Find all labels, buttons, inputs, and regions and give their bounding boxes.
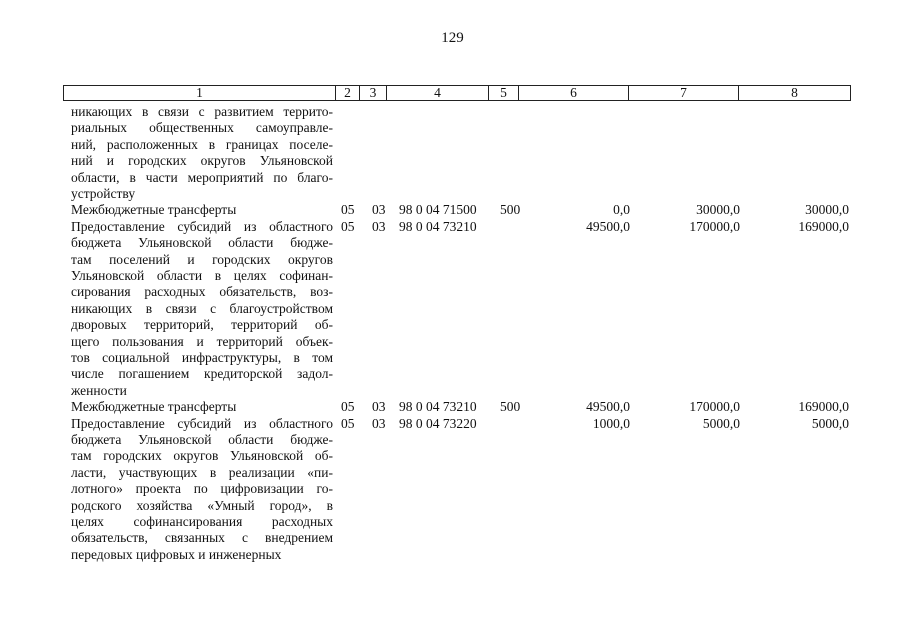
cell-col-4: 98 0 04 73210 [399, 218, 477, 234]
table-row [63, 202, 849, 218]
cell-col-2: 05 [341, 202, 355, 218]
page-number: 129 [441, 30, 464, 46]
header-col-6: 6 [519, 86, 629, 100]
cell-col-4: 98 0 04 73210 [399, 399, 477, 415]
row-description [71, 219, 333, 399]
cell-col-2: 05 [341, 399, 355, 415]
description-line: никающих в связи с благоустройством [71, 300, 333, 316]
description-line: ний, расположенных в границах поселе- [71, 136, 333, 152]
description-line: Ульяновской области в целях софинан- [71, 268, 333, 284]
description-line: целях софинансирования расходных [71, 514, 333, 530]
header-col-4: 4 [387, 86, 489, 100]
cell-col-2: 05 [341, 415, 355, 431]
header-col-2: 2 [336, 86, 360, 100]
description-line: сирования расходных обязательств, воз- [71, 284, 333, 300]
row-description [71, 104, 333, 202]
cell-col-7: 5000,0 [702, 415, 740, 431]
description-line: ласти, участвующих в реализации «пи- [71, 464, 333, 480]
cell-col-7: 30000,0 [696, 202, 740, 218]
description-line: щего пользования и территорий объек- [71, 333, 333, 349]
cell-col-6: 49500,0 [586, 218, 630, 234]
row-description [71, 399, 333, 415]
description-line: Предоставление субсидий из областного [71, 218, 333, 234]
description-line: лотного» проекта по цифровизации го- [71, 481, 333, 497]
description-line: ний и городских округов Ульяновской [71, 153, 333, 169]
cell-col-8: 30000,0 [805, 202, 849, 218]
table-row [63, 416, 849, 564]
description-line: устройству [71, 186, 136, 202]
cell-col-7: 170000,0 [689, 218, 740, 234]
table-row [63, 104, 849, 202]
description-line: числе погашением кредиторской задол- [71, 366, 333, 382]
cell-col-3: 03 [372, 399, 386, 415]
cell-col-5: 500 [500, 202, 521, 218]
description-line: области, в части мероприятий по благо- [71, 169, 333, 185]
table-row [63, 399, 849, 415]
description-line: бюджета Ульяновской области бюдже- [71, 432, 333, 447]
cell-col-6: 1000,0 [592, 415, 630, 431]
header-col-1: 1 [64, 86, 336, 100]
description-line: тов социальной инфраструктуры, в том [71, 350, 333, 366]
cell-col-2: 05 [341, 218, 355, 234]
description-line: дворовых территорий, территорий об- [71, 317, 333, 333]
description-line: женности [71, 382, 127, 398]
header-col-3: 3 [360, 86, 387, 100]
cell-col-4: 98 0 04 73220 [399, 415, 477, 431]
row-description [71, 416, 333, 564]
description-line: родского хозяйства «Умный город», в [71, 497, 333, 513]
description-line: передовых цифровых и инженерных [71, 546, 282, 562]
cell-col-7: 170000,0 [689, 399, 740, 415]
cell-col-3: 03 [372, 202, 386, 218]
cell-col-8: 5000,0 [811, 415, 849, 431]
description-line: там поселений и городских округов [71, 251, 333, 267]
cell-col-3: 03 [372, 415, 386, 431]
cell-col-5: 500 [500, 399, 521, 415]
header-col-5: 5 [489, 86, 519, 100]
table-header [63, 85, 851, 101]
description-line: Межбюджетные трансферты [71, 399, 237, 415]
cell-col-6: 49500,0 [586, 399, 630, 415]
header-col-7: 7 [629, 86, 739, 100]
description-line: риальных общественных самоуправле- [71, 120, 333, 136]
description-line: обязательств, связанных с внедрением [71, 530, 333, 546]
row-description [71, 202, 333, 218]
table-row [63, 219, 849, 399]
cell-col-8: 169000,0 [798, 399, 849, 415]
cell-col-4: 98 0 04 71500 [399, 202, 477, 218]
description-line: никающих в связи с развитием террито- [71, 104, 333, 119]
cell-col-6: 0,0 [613, 202, 630, 218]
cell-col-8: 169000,0 [798, 218, 849, 234]
description-line: Предоставление субсидий из областного [71, 415, 333, 431]
header-col-8: 8 [791, 85, 798, 100]
description-line: Межбюджетные трансферты [71, 202, 237, 218]
description-line: бюджета Ульяновской области бюдже- [71, 235, 333, 251]
description-line: там городских округов Ульяновской об- [71, 448, 333, 464]
cell-col-3: 03 [372, 218, 386, 234]
